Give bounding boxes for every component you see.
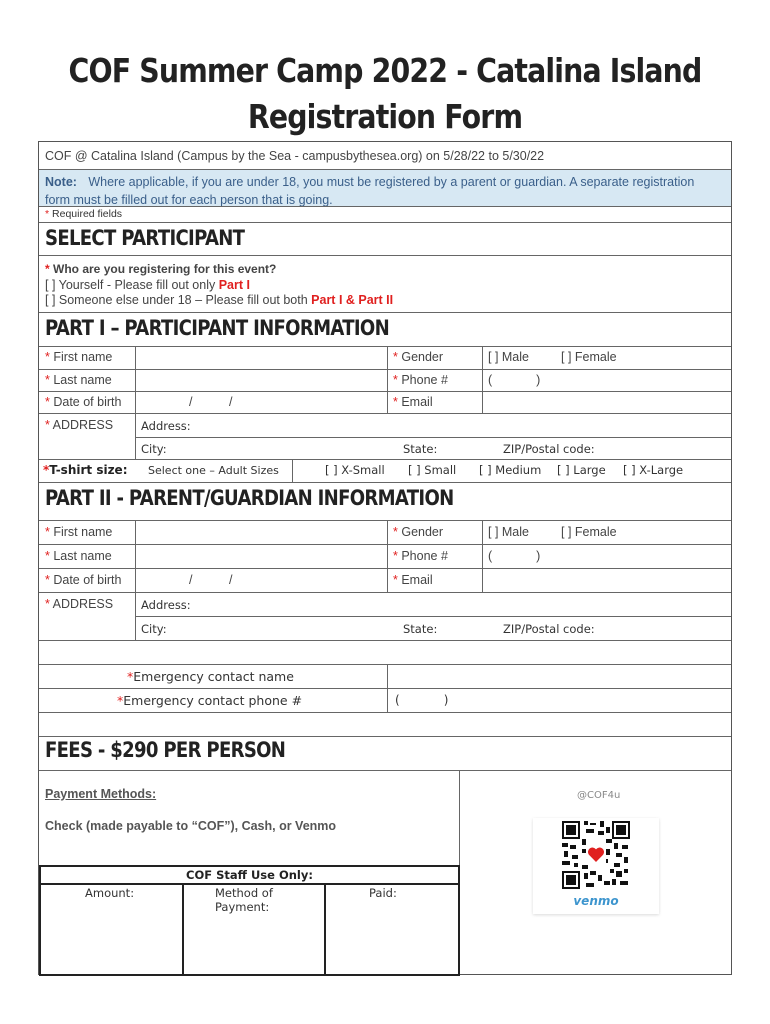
p1-dob-slash-2: / [229, 395, 233, 409]
tshirt-size-select[interactable]: Select one – Adult Sizes [148, 464, 279, 477]
p2-gender-label: Gender [401, 525, 444, 539]
p1-dob-slash-1: / [189, 395, 193, 409]
p2-phone-label: Phone # [401, 549, 448, 563]
event-info: COF @ Catalina Island (Campus by the Sea - campusbythesea.org) on 5/28/22 to 5/30/22 [45, 149, 545, 163]
qr-code-icon [562, 821, 630, 889]
title-line-2: Registration Form [247, 97, 523, 136]
p1-city-input[interactable]: City: [141, 442, 167, 456]
p1-male-checkbox[interactable]: [ ] Male [488, 350, 529, 364]
size-xlarge-checkbox[interactable]: [ ] X-Large [623, 463, 684, 477]
emergency-name-label: Emergency contact name [133, 669, 294, 684]
p2-male-checkbox[interactable]: [ ] Male [488, 525, 529, 539]
option-someone-else[interactable]: [ ] Someone else under 18 – Please fill out both Part I & Part II [45, 293, 394, 307]
participant-question: Who are you registering for this event? [53, 262, 277, 276]
registration-form: COF @ Catalina Island (Campus by the Sea - campusbythesea.org) on 5/28/22 to 5/30/22 Note: Where applicable, if you are under 18, you must be registered by a parent or guardian. A separate registration form must be filled out for each person that is going. * Required fields SELECT PARTICIPANT * Who are you registering for this event? [ ] Yourself - Please fill out only Part I [ ] Someone else under 18 – Please fill out both Part I & Part II PART I – PARTICIPANT INFORMATION * First name * Gender [ ] Male [ ] Female * Last name * Phone # ( ) * Date of birth / / * Email * ADDRESS Address: City: State: ZIP/Postal code: *T-shirt size: Select one – Adult Sizes [ ] X-Small [ ] Small [ ] Medium [ ] Large [ ] X-Large PART II - PARENT/GUARDIAN INFORMATION * First name * Gender [ ] Male [ ] Female * Last name * Phone # ( ) * Date of birth / / * Email * ADDRESS Address: City: State: ZIP/Postal code: *Emergency contact name *Emergency contact phone # ( ) FEES - $290 PER PERSON Payment Methods: Check (made payable to “COF”), Cash, or Venmo @COF4u venmo COF Staff Use Only: Amount: Method of Payment: Paid: [38, 141, 732, 975]
select-participant-heading: SELECT PARTICIPANT [45, 226, 245, 250]
p2-dob-slash-1: / [189, 573, 193, 587]
p2-address-input[interactable]: Address: [141, 598, 191, 612]
tshirt-size-label: T-shirt size: [49, 463, 128, 477]
payment-detail: Check (made payable to “COF”), Cash, or Venmo [45, 819, 337, 833]
p1-phone-label: Phone # [401, 373, 448, 387]
p1-state-input[interactable]: State: [403, 442, 438, 456]
p1-dob-label: Date of birth [53, 395, 122, 409]
p1-female-checkbox[interactable]: [ ] Female [561, 350, 617, 364]
staff-use-box [39, 865, 460, 976]
p2-dob-slash-2: / [229, 573, 233, 587]
note-line-2: form must be filled out for each person that is going. [45, 193, 333, 207]
p1-gender-label: Gender [401, 350, 444, 364]
note-label: Note: [45, 175, 77, 189]
p2-last-name-input[interactable] [136, 545, 386, 567]
required-fields-label: Required fields [52, 208, 123, 220]
p1-first-name-label: First name [53, 350, 113, 364]
emergency-phone-input[interactable]: ( ) [395, 693, 449, 707]
p1-phone-input[interactable]: ( ) [488, 373, 541, 387]
fees-heading: FEES - $290 PER PERSON [45, 738, 286, 762]
staff-use-title: COF Staff Use Only: [186, 868, 313, 882]
paid-label: Paid: [369, 886, 397, 900]
option-yourself[interactable]: [ ] Yourself - Please fill out only Part I [45, 278, 250, 292]
p1-email-input[interactable] [483, 392, 730, 412]
method-of-payment-label-2: Payment: [215, 900, 270, 914]
part2-heading: PART II - PARENT/GUARDIAN INFORMATION [45, 486, 454, 510]
emergency-phone-label: Emergency contact phone # [123, 693, 303, 708]
part1-heading: PART I – PARTICIPANT INFORMATION [45, 316, 389, 340]
p2-first-name-input[interactable] [136, 521, 386, 543]
payment-methods-label: Payment Methods: [45, 787, 157, 801]
p1-zip-input[interactable]: ZIP/Postal code: [503, 442, 595, 456]
p2-city-input[interactable]: City: [141, 622, 167, 636]
required-star: * [45, 208, 50, 220]
p1-email-label: Email [401, 395, 433, 409]
p2-first-name-label: First name [53, 525, 113, 539]
p2-email-input[interactable] [483, 569, 730, 591]
p1-last-name-label: Last name [53, 373, 112, 387]
venmo-logo: venmo [573, 894, 619, 908]
note-box [39, 170, 731, 206]
p2-state-input[interactable]: State: [403, 622, 438, 636]
page-title [54, 48, 716, 140]
venmo-handle: @COF4u [577, 790, 621, 801]
p2-female-checkbox[interactable]: [ ] Female [561, 525, 617, 539]
venmo-qr-card[interactable] [533, 818, 659, 914]
p1-first-name-input[interactable] [136, 347, 386, 368]
amount-label: Amount: [85, 886, 135, 900]
p1-last-name-input[interactable] [136, 370, 386, 390]
note-line-1: Where applicable, if you are under 18, you must be registered by a parent or guardian. A separate registration [88, 175, 695, 189]
p2-zip-input[interactable]: ZIP/Postal code: [503, 622, 595, 636]
p2-email-label: Email [401, 573, 433, 587]
p1-address-label: ADDRESS [52, 418, 114, 432]
p2-last-name-label: Last name [53, 549, 112, 563]
p2-dob-label: Date of birth [53, 573, 122, 587]
method-of-payment-label-1: Method of [215, 886, 273, 900]
size-xsmall-checkbox[interactable]: [ ] X-Small [325, 463, 385, 477]
emergency-name-input[interactable] [388, 665, 730, 687]
p2-address-label: ADDRESS [52, 597, 114, 611]
size-medium-checkbox[interactable]: [ ] Medium [479, 463, 542, 477]
p1-address-input[interactable]: Address: [141, 419, 191, 433]
title-line-1: COF Summer Camp 2022 - Catalina Island [68, 51, 702, 90]
size-small-checkbox[interactable]: [ ] Small [408, 463, 457, 477]
size-large-checkbox[interactable]: [ ] Large [557, 463, 606, 477]
p2-phone-input[interactable]: ( ) [488, 549, 541, 563]
